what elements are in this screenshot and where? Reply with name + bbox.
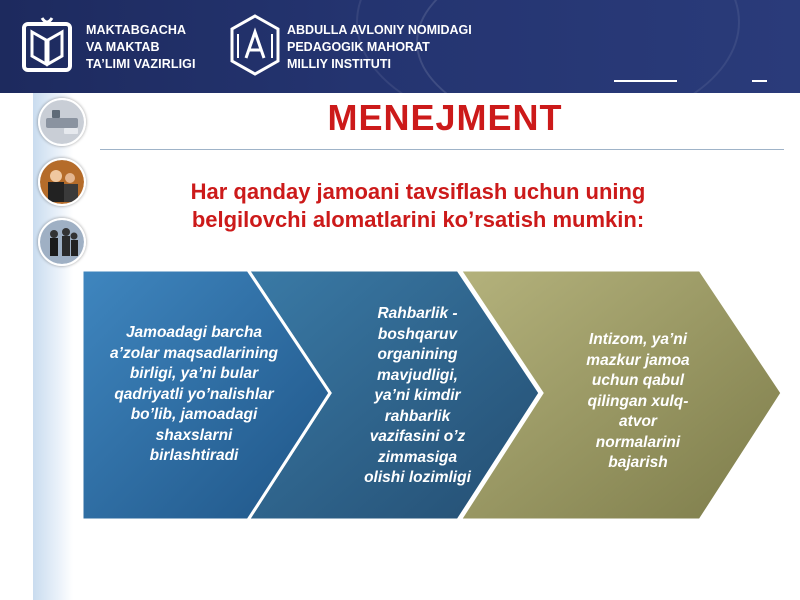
arrow-3-text: Intizom, ya’ni mazkur jamoa uchun qabul qilingan xulq- atvor normalarini bajarish bbox=[586, 331, 690, 471]
header-decoration-lines bbox=[612, 80, 772, 93]
arrow-1-text: Jamoadagi barcha a’zolar maqsadlarining birligi, ya’ni bular qadriyatli yo’nalishlar bo’lib, jamoadagi shaxslarni birlashtiradi bbox=[110, 324, 278, 464]
team-walking-photo-icon bbox=[38, 218, 86, 266]
slide-subtitle: Har qanday jamoani tavsiflash uchun uning belgilovchi alomatlarini ko’rsatish mumkin: bbox=[190, 179, 646, 232]
open-book-logo-icon bbox=[22, 14, 72, 74]
top-banner bbox=[0, 0, 800, 93]
ministry-name: MAKTABGACHA VA MAKTAB TA’LIMI VAZIRLIGI bbox=[86, 23, 196, 71]
arrow-2-text: Rahbarlik - boshqaruv organining mavjudligi, ya’ni kimdir rahbarlik vazifasini o’z zimmasiga olishi lozimligi bbox=[364, 305, 471, 486]
title-divider bbox=[100, 149, 784, 150]
institute-name: ABDULLA AVLONIY NOMIDAGI PEDAGOGIK MAHORAT MILLIY INSTITUTI bbox=[287, 23, 472, 71]
institute-crest-logo-icon bbox=[230, 14, 280, 76]
business-people-photo-icon bbox=[38, 158, 86, 206]
slide-title: MENEJMENT bbox=[327, 97, 563, 138]
